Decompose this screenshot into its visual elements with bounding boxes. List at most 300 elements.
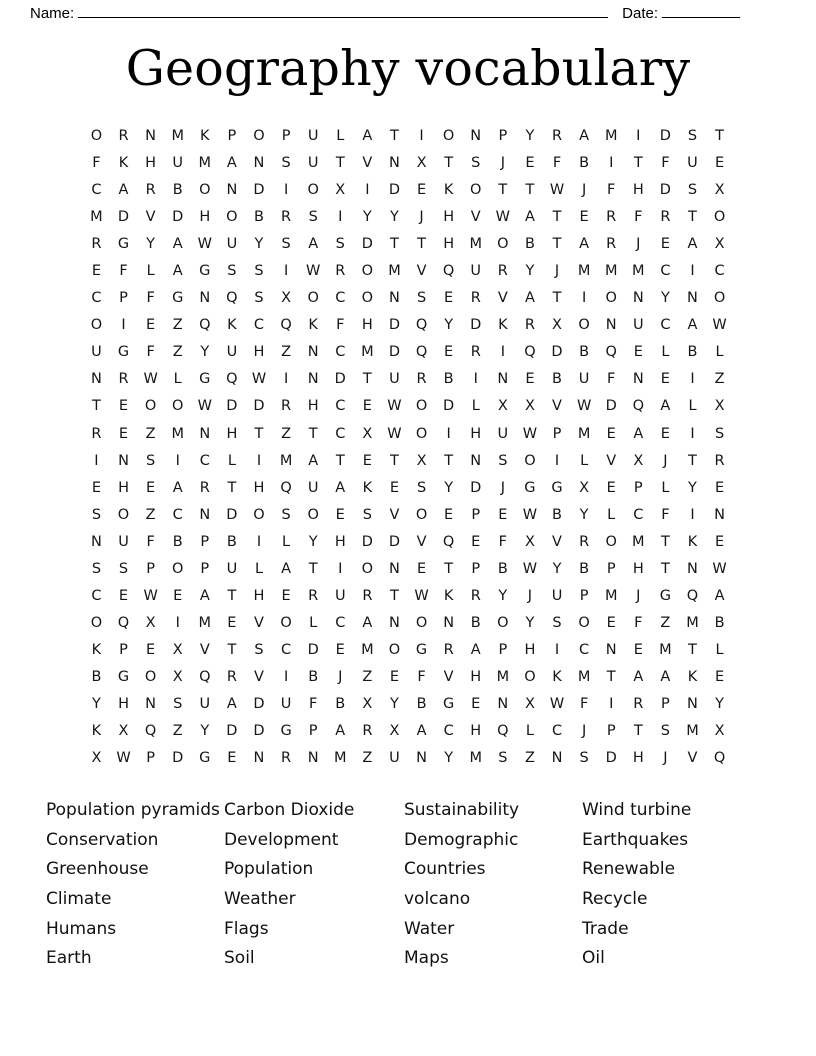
grid-cell[interactable]: H (524, 641, 536, 658)
grid-cell[interactable]: N (199, 425, 211, 442)
grid-cell[interactable]: I (609, 695, 614, 712)
grid-cell[interactable]: R (118, 128, 129, 144)
grid-cell[interactable]: E (714, 479, 725, 496)
grid-cell[interactable]: A (524, 290, 535, 307)
grid-cell[interactable]: W (251, 371, 267, 388)
grid-cell[interactable]: D (605, 750, 617, 767)
grid-cell[interactable]: E (118, 587, 129, 604)
word-list-item[interactable]: Conservation (46, 829, 159, 850)
grid-cell[interactable]: P (579, 587, 589, 604)
grid-cell[interactable]: S (471, 155, 481, 172)
grid-cell[interactable]: L (309, 614, 318, 631)
grid-cell[interactable]: R (281, 209, 292, 226)
grid-cell[interactable]: N (90, 533, 102, 550)
grid-cell[interactable]: A (118, 182, 129, 199)
grid-cell[interactable]: A (687, 317, 698, 334)
grid-cell[interactable]: N (497, 371, 509, 388)
grid-cell[interactable]: O (415, 398, 428, 415)
grid-cell[interactable]: D (388, 182, 401, 199)
grid-cell[interactable]: N (714, 506, 725, 523)
grid-cell[interactable]: T (227, 479, 237, 496)
grid-cell[interactable]: G (280, 723, 292, 740)
grid-cell[interactable]: R (335, 263, 346, 280)
grid-cell[interactable]: Q (280, 479, 292, 496)
grid-cell[interactable]: H (632, 560, 644, 577)
grid-cell[interactable]: H (632, 750, 644, 767)
grid-cell[interactable]: C (579, 641, 590, 658)
grid-cell[interactable]: P (661, 695, 670, 712)
grid-cell[interactable]: H (632, 182, 644, 199)
grid-cell[interactable]: D (226, 723, 238, 740)
grid-cell[interactable]: O (497, 614, 509, 631)
grid-cell[interactable]: O (578, 317, 590, 334)
grid-cell[interactable]: S (146, 452, 156, 469)
grid-cell[interactable]: K (443, 182, 454, 199)
grid-cell[interactable]: E (416, 560, 427, 577)
grid-cell[interactable]: V (606, 452, 617, 469)
grid-cell[interactable]: E (362, 452, 372, 469)
grid-cell[interactable]: T (498, 182, 508, 199)
grid-cell[interactable]: X (524, 398, 535, 415)
grid-cell[interactable]: M (686, 614, 699, 631)
grid-cell[interactable]: R (470, 290, 481, 307)
grid-cell[interactable]: X (362, 425, 373, 442)
grid-cell[interactable]: W (143, 371, 158, 388)
grid-cell[interactable]: G (659, 587, 672, 604)
grid-cell[interactable]: I (256, 533, 262, 550)
grid-cell[interactable]: O (117, 506, 130, 523)
grid-cell[interactable]: A (470, 641, 481, 658)
grid-cell[interactable]: V (443, 668, 454, 685)
grid-cell[interactable]: O (713, 290, 726, 307)
grid-cell[interactable]: Q (415, 317, 428, 334)
grid-cell[interactable]: O (307, 506, 319, 523)
grid-cell[interactable]: T (606, 668, 616, 685)
grid-cell[interactable]: O (253, 128, 265, 144)
grid-cell[interactable]: H (226, 425, 238, 442)
grid-cell[interactable]: W (143, 587, 158, 604)
grid-cell[interactable]: I (609, 155, 614, 172)
grid-cell[interactable]: I (283, 668, 289, 685)
name-input-rule[interactable] (78, 4, 608, 18)
grid-cell[interactable]: T (444, 452, 454, 469)
grid-cell[interactable]: S (173, 695, 183, 712)
grid-cell[interactable]: R (606, 236, 617, 253)
grid-cell[interactable]: M (577, 668, 591, 685)
grid-cell[interactable]: B (524, 236, 535, 253)
grid-cell[interactable]: C (551, 723, 563, 740)
grid-cell[interactable]: S (254, 290, 264, 307)
grid-cell[interactable]: U (307, 479, 319, 496)
grid-cell[interactable]: C (253, 317, 265, 334)
grid-cell[interactable]: P (227, 128, 237, 144)
grid-cell[interactable]: F (417, 668, 426, 685)
grid-cell[interactable]: I (283, 182, 289, 199)
grid-cell[interactable]: R (579, 533, 590, 550)
grid-cell[interactable]: F (661, 155, 670, 172)
grid-cell[interactable]: N (470, 452, 482, 469)
grid-cell[interactable]: S (416, 479, 427, 496)
grid-cell[interactable]: I (581, 290, 587, 307)
grid-cell[interactable]: Y (715, 695, 724, 712)
grid-cell[interactable]: U (389, 371, 400, 388)
grid-cell[interactable]: C (660, 263, 671, 280)
grid-cell[interactable]: D (470, 317, 482, 334)
grid-cell[interactable]: M (361, 641, 374, 658)
grid-cell[interactable]: P (146, 750, 155, 767)
grid-cell[interactable]: V (552, 398, 562, 415)
grid-cell[interactable]: T (227, 587, 237, 604)
grid-cell[interactable]: E (714, 668, 725, 685)
grid-cell[interactable]: E (471, 695, 481, 712)
grid-cell[interactable]: O (307, 290, 319, 307)
grid-cell[interactable]: I (365, 182, 370, 199)
grid-cell[interactable]: Q (415, 344, 428, 361)
grid-cell[interactable]: D (117, 209, 130, 226)
grid-cell[interactable]: P (119, 641, 128, 658)
grid-cell[interactable]: V (552, 533, 562, 550)
grid-cell[interactable]: T (91, 398, 101, 415)
grid-cell[interactable]: W (576, 398, 592, 415)
grid-cell[interactable]: E (633, 641, 643, 658)
grid-cell[interactable]: E (335, 641, 345, 658)
grid-cell[interactable]: E (606, 425, 616, 442)
grid-cell[interactable]: J (338, 668, 343, 685)
grid-cell[interactable]: W (549, 182, 565, 199)
grid-cell[interactable]: K (118, 155, 129, 172)
word-list-item[interactable]: volcano (404, 888, 471, 909)
grid-cell[interactable]: Y (444, 750, 454, 767)
grid-cell[interactable]: T (390, 452, 399, 469)
grid-cell[interactable]: D (470, 479, 482, 496)
grid-cell[interactable]: A (687, 236, 698, 253)
grid-cell[interactable]: E (444, 344, 454, 361)
grid-cell[interactable]: S (281, 236, 291, 253)
grid-cell[interactable]: A (633, 668, 644, 685)
grid-cell[interactable]: H (334, 533, 346, 550)
grid-cell[interactable]: Z (281, 344, 292, 361)
grid-cell[interactable]: P (281, 128, 291, 144)
grid-cell[interactable]: E (444, 506, 454, 523)
grid-cell[interactable]: T (390, 587, 399, 604)
grid-cell[interactable]: E (118, 398, 129, 415)
grid-cell[interactable]: B (552, 506, 562, 523)
grid-cell[interactable]: T (688, 452, 697, 469)
grid-cell[interactable]: Q (497, 723, 509, 740)
grid-cell[interactable]: B (172, 182, 183, 199)
grid-cell[interactable]: L (607, 506, 616, 523)
grid-cell[interactable]: S (579, 750, 589, 767)
word-list-item[interactable]: Population (224, 859, 314, 880)
word-list-item[interactable]: Population pyramids (46, 800, 220, 821)
grid-cell[interactable]: R (660, 209, 671, 226)
grid-cell[interactable]: Q (442, 263, 455, 280)
grid-cell[interactable]: T (552, 236, 562, 253)
grid-cell[interactable]: V (362, 155, 373, 172)
grid-cell[interactable]: F (146, 533, 155, 550)
grid-cell[interactable]: R (226, 668, 237, 685)
grid-cell[interactable]: N (605, 317, 617, 334)
grid-cell[interactable]: D (172, 209, 184, 226)
grid-cell[interactable]: P (471, 560, 481, 577)
grid-cell[interactable]: R (362, 587, 373, 604)
grid-cell[interactable]: K (227, 317, 237, 334)
grid-cell[interactable]: J (500, 479, 505, 496)
grid-cell[interactable]: Q (226, 290, 238, 307)
grid-cell[interactable]: X (145, 614, 156, 631)
grid-cell[interactable]: P (552, 425, 562, 442)
grid-cell[interactable]: E (606, 479, 616, 496)
grid-cell[interactable]: A (226, 155, 237, 172)
grid-cell[interactable]: A (172, 236, 183, 253)
grid-cell[interactable]: R (281, 398, 292, 415)
grid-cell[interactable]: O (144, 668, 157, 685)
grid-cell[interactable]: A (660, 668, 671, 685)
grid-cell[interactable]: V (416, 263, 427, 280)
grid-cell[interactable]: I (554, 641, 560, 658)
grid-cell[interactable]: P (146, 560, 155, 577)
grid-cell[interactable]: N (389, 560, 400, 577)
grid-cell[interactable]: H (470, 425, 482, 442)
word-list-item[interactable]: Wind turbine (582, 800, 692, 821)
word-list-item[interactable]: Weather (224, 888, 296, 909)
grid-cell[interactable]: U (389, 750, 400, 767)
grid-cell[interactable]: F (119, 263, 128, 280)
grid-cell[interactable]: E (227, 614, 237, 631)
grid-cell[interactable]: O (388, 641, 401, 658)
grid-cell[interactable]: W (306, 263, 321, 280)
grid-cell[interactable]: U (199, 695, 211, 712)
grid-cell[interactable]: J (663, 452, 668, 469)
grid-cell[interactable]: F (336, 317, 345, 334)
grid-cell[interactable]: N (389, 290, 400, 307)
grid-cell[interactable]: I (554, 452, 560, 469)
grid-cell[interactable]: F (309, 695, 318, 712)
grid-cell[interactable]: I (256, 452, 262, 469)
grid-cell[interactable]: S (91, 560, 102, 577)
grid-cell[interactable]: F (634, 209, 643, 226)
grid-cell[interactable]: A (714, 587, 725, 604)
grid-cell[interactable]: I (175, 452, 180, 469)
grid-cell[interactable]: T (552, 290, 562, 307)
grid-cell[interactable]: E (146, 317, 156, 334)
word-list-item[interactable]: Countries (404, 859, 486, 880)
grid-cell[interactable]: F (552, 155, 562, 172)
grid-cell[interactable]: N (497, 695, 509, 712)
grid-cell[interactable]: U (632, 317, 644, 334)
grid-cell[interactable]: T (660, 533, 670, 550)
grid-cell[interactable]: M (171, 128, 184, 144)
grid-cell[interactable]: R (524, 317, 535, 334)
grid-cell[interactable]: Y (525, 128, 535, 144)
grid-cell[interactable]: X (416, 155, 427, 172)
grid-cell[interactable]: Z (281, 425, 292, 442)
grid-cell[interactable]: X (172, 641, 183, 658)
grid-cell[interactable]: V (199, 641, 210, 658)
grid-cell[interactable]: H (199, 209, 211, 226)
grid-cell[interactable]: O (361, 560, 374, 577)
grid-cell[interactable]: H (253, 344, 265, 361)
grid-cell[interactable]: O (497, 236, 509, 253)
grid-cell[interactable]: A (660, 398, 671, 415)
grid-cell[interactable]: M (198, 614, 212, 631)
grid-cell[interactable]: M (659, 641, 672, 658)
grid-cell[interactable]: Y (200, 344, 210, 361)
grid-cell[interactable]: E (146, 641, 156, 658)
grid-cell[interactable]: M (361, 344, 374, 361)
word-list-item[interactable]: Greenhouse (46, 859, 149, 880)
grid-cell[interactable]: I (283, 371, 289, 388)
grid-cell[interactable]: Y (660, 290, 670, 307)
grid-cell[interactable]: K (308, 317, 318, 334)
grid-cell[interactable]: L (661, 344, 670, 361)
grid-cell[interactable]: R (714, 452, 725, 469)
grid-cell[interactable]: F (498, 533, 507, 550)
grid-cell[interactable]: Q (199, 317, 211, 334)
grid-cell[interactable]: R (633, 695, 644, 712)
grid-cell[interactable]: Q (226, 371, 238, 388)
grid-cell[interactable]: Y (552, 560, 562, 577)
grid-cell[interactable]: S (254, 641, 264, 658)
grid-cell[interactable]: B (470, 614, 481, 631)
grid-cell[interactable]: E (281, 587, 291, 604)
grid-cell[interactable]: J (554, 263, 560, 280)
grid-cell[interactable]: W (387, 398, 402, 415)
grid-cell[interactable]: D (388, 344, 401, 361)
grid-cell[interactable]: C (335, 398, 346, 415)
grid-cell[interactable]: U (172, 155, 184, 172)
grid-cell[interactable]: V (254, 668, 264, 685)
grid-cell[interactable]: U (226, 236, 238, 253)
grid-cell[interactable]: X (91, 750, 102, 767)
grid-cell[interactable]: M (604, 263, 618, 280)
grid-cell[interactable]: Y (146, 236, 156, 253)
grid-cell[interactable]: F (92, 155, 101, 172)
grid-cell[interactable]: U (307, 128, 319, 144)
grid-cell[interactable]: U (551, 587, 563, 604)
grid-cell[interactable]: U (280, 695, 292, 712)
grid-cell[interactable]: O (578, 614, 590, 631)
grid-cell[interactable]: G (199, 371, 211, 388)
grid-cell[interactable]: N (687, 290, 698, 307)
grid-cell[interactable]: Q (713, 750, 726, 767)
grid-cell[interactable]: K (687, 533, 698, 550)
grid-cell[interactable]: C (443, 723, 454, 740)
grid-cell[interactable]: C (714, 263, 725, 280)
grid-cell[interactable]: U (334, 587, 346, 604)
grid-cell[interactable]: N (199, 506, 211, 523)
grid-cell[interactable]: B (443, 371, 454, 388)
grid-cell[interactable]: C (335, 425, 346, 442)
grid-cell[interactable]: O (605, 290, 617, 307)
grid-cell[interactable]: R (91, 236, 102, 253)
grid-cell[interactable]: N (551, 750, 563, 767)
grid-cell[interactable]: M (198, 155, 212, 172)
word-list-item[interactable]: Earthquakes (582, 829, 689, 850)
grid-cell[interactable]: L (525, 723, 534, 740)
grid-cell[interactable]: U (226, 560, 238, 577)
grid-cell[interactable]: X (714, 723, 725, 740)
grid-cell[interactable]: O (171, 560, 184, 577)
grid-cell[interactable]: Y (390, 209, 399, 226)
grid-cell[interactable]: R (281, 750, 292, 767)
grid-cell[interactable]: R (443, 641, 454, 658)
grid-cell[interactable]: C (91, 290, 102, 307)
grid-cell[interactable]: E (471, 533, 481, 550)
grid-cell[interactable]: N (632, 290, 644, 307)
grid-cell[interactable]: D (659, 182, 671, 199)
grid-cell[interactable]: Z (172, 723, 183, 740)
grid-cell[interactable]: O (415, 614, 428, 631)
grid-cell[interactable]: R (551, 128, 563, 144)
grid-cell[interactable]: H (253, 479, 265, 496)
grid-cell[interactable]: C (172, 506, 183, 523)
grid-cell[interactable]: I (94, 452, 99, 469)
grid-cell[interactable]: H (118, 695, 129, 712)
grid-cell[interactable]: I (500, 344, 505, 361)
grid-cell[interactable]: A (579, 236, 590, 253)
grid-cell[interactable]: W (522, 560, 538, 577)
grid-cell[interactable]: D (551, 344, 563, 361)
grid-cell[interactable]: A (281, 560, 292, 577)
grid-cell[interactable]: Q (605, 344, 617, 361)
grid-cell[interactable]: E (118, 425, 129, 442)
grid-cell[interactable]: C (335, 614, 346, 631)
grid-cell[interactable]: N (605, 641, 617, 658)
grid-cell[interactable]: O (199, 182, 211, 199)
grid-cell[interactable]: E (389, 479, 400, 496)
grid-cell[interactable]: P (119, 290, 128, 307)
grid-cell[interactable]: Z (172, 317, 183, 334)
grid-cell[interactable]: J (419, 209, 424, 226)
grid-cell[interactable]: T (335, 155, 345, 172)
grid-cell[interactable]: D (226, 506, 238, 523)
grid-cell[interactable]: B (552, 371, 562, 388)
grid-cell[interactable]: R (470, 587, 481, 604)
grid-cell[interactable]: Q (280, 317, 292, 334)
grid-cell[interactable]: S (498, 452, 508, 469)
grid-cell[interactable]: A (226, 695, 237, 712)
grid-cell[interactable]: M (577, 425, 591, 442)
grid-cell[interactable]: P (498, 128, 508, 144)
grid-cell[interactable]: O (442, 128, 455, 144)
grid-cell[interactable]: C (335, 290, 346, 307)
grid-cell[interactable]: R (362, 723, 373, 740)
word-list-item[interactable]: Carbon Dioxide (224, 800, 355, 821)
grid-cell[interactable]: N (90, 371, 102, 388)
grid-cell[interactable]: I (636, 128, 641, 144)
grid-cell[interactable]: M (604, 587, 618, 604)
grid-cell[interactable]: A (335, 723, 346, 740)
grid-cell[interactable]: L (661, 479, 670, 496)
grid-cell[interactable]: S (416, 290, 427, 307)
word-list-item[interactable]: Water (404, 918, 455, 939)
grid-cell[interactable]: I (338, 560, 343, 577)
grid-cell[interactable]: I (446, 425, 451, 442)
grid-cell[interactable]: G (117, 668, 130, 685)
grid-cell[interactable]: E (579, 209, 589, 226)
grid-cell[interactable]: A (335, 479, 346, 496)
grid-cell[interactable]: U (118, 533, 129, 550)
grid-cell[interactable]: O (470, 182, 482, 199)
grid-cell[interactable]: N (118, 452, 129, 469)
grid-cell[interactable]: I (690, 371, 695, 388)
grid-cell[interactable]: T (227, 641, 237, 658)
grid-cell[interactable]: L (146, 263, 155, 280)
grid-cell[interactable]: F (579, 695, 589, 712)
grid-cell[interactable]: B (579, 344, 590, 361)
grid-cell[interactable]: U (578, 371, 590, 388)
